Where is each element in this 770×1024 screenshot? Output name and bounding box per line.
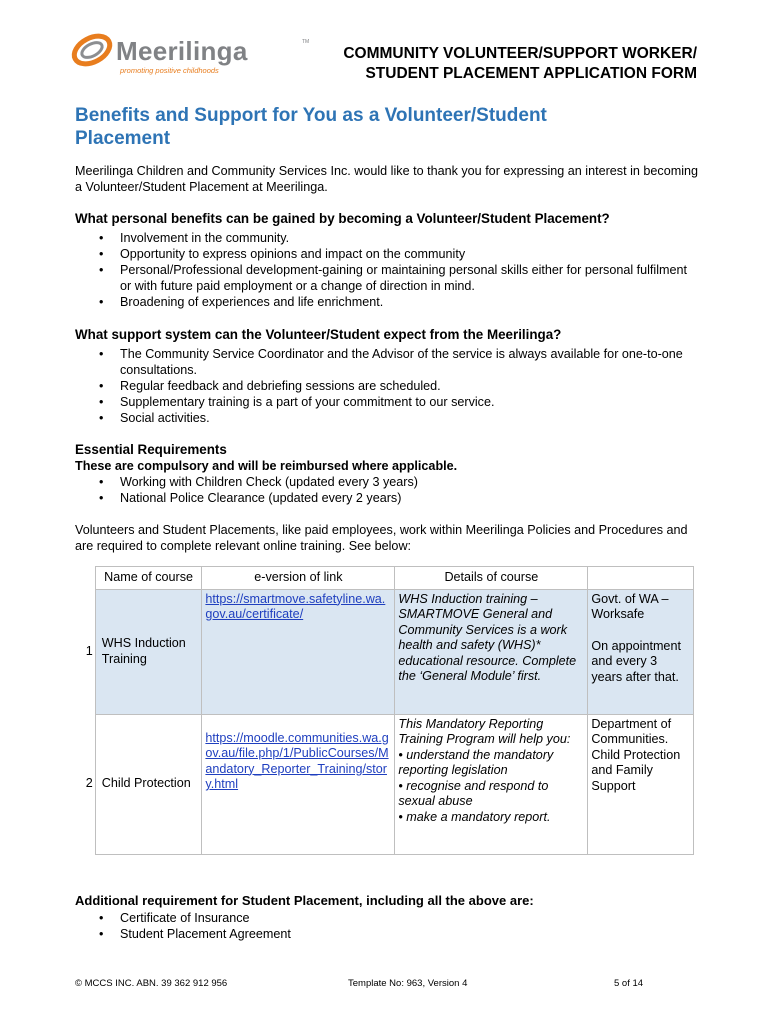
course-name: Child Protection (95, 714, 202, 854)
row-number: 2 (75, 714, 95, 854)
list-item: • Involvement in the community. (75, 230, 695, 246)
list-item: • National Police Clearance (updated every 2 years) (75, 490, 695, 506)
provider-frequency: On appointment and every 3 years after that. (591, 638, 681, 684)
list-item: • Student Placement Agreement (75, 926, 695, 942)
list-item: • Supplementary training is a part of your commitment to our service. (75, 394, 695, 410)
section-title (75, 104, 695, 150)
logo-trademark: TM (302, 39, 310, 45)
course-provider: Department of Communities. Child Protection and Family Support (588, 714, 694, 854)
table-row (75, 714, 694, 854)
logo-name: Meerilinga (116, 36, 248, 66)
section-title-line-2: Placement (75, 128, 171, 149)
logo-tagline: promoting positive childhoods (120, 66, 219, 75)
course-link[interactable]: https://smartmove.safetyline.wa.gov.au/certificate/ (205, 591, 386, 621)
form-title (237, 44, 697, 84)
list-item: • Broadening of experiences and life enrichment. (75, 294, 695, 310)
support-question: What support system can the Volunteer/Student expect from the Meerilinga? (75, 327, 562, 342)
footer-template-number: Template No: 963, Version 4 (348, 978, 468, 989)
details-point: • make a mandatory report. (398, 809, 551, 824)
table-header-cell (75, 567, 95, 590)
form-title-line-2: STUDENT PLACEMENT APPLICATION FORM (365, 65, 697, 82)
course-link-cell (202, 714, 395, 854)
details-intro: This Mandatory Reporting Training Program will help you: (398, 716, 571, 746)
course-link[interactable]: https://moodle.communities.wa.gov.au/file.php/1/PublicCourses/Mandatory_Reporter_Training/story.html (205, 730, 389, 791)
list-item: • Personal/Professional development-gaining or maintaining personal skills either for personal fulfilment or with future paid employment or a change of direction in mind. (75, 262, 695, 294)
support-list (75, 346, 695, 426)
benefits-list (75, 230, 695, 310)
meerilinga-logo (70, 26, 310, 78)
list-item: • Working with Children Check (updated every 3 years) (75, 474, 695, 490)
section-title-line-1: Benefits and Support for You as a Volunteer/Student (75, 105, 547, 126)
table-header-cell: Name of course (95, 567, 202, 590)
footer-page-number: 5 of 14 (614, 978, 644, 989)
course-provider (588, 589, 694, 714)
requirements-subtitle: These are compulsory and will be reimbursed where applicable. (75, 459, 458, 473)
table-header-cell: e-version of link (202, 567, 395, 590)
details-point: • recognise and respond to sexual abuse (398, 778, 549, 808)
additional-requirement-title: Additional requirement for Student Placement, including all the above are: (75, 893, 534, 908)
training-courses-table (75, 566, 694, 855)
table-header-row (75, 567, 694, 590)
provider-name: Govt. of WA – Worksafe (591, 591, 669, 621)
course-name: WHS Induction Training (95, 589, 202, 714)
footer-copyright: © MCCS INC. ABN. 39 362 912 956 (75, 978, 228, 989)
row-number: 1 (75, 589, 95, 714)
benefits-question: What personal benefits can be gained by becoming a Volunteer/Student Placement? (75, 211, 610, 226)
requirements-title: Essential Requirements (75, 442, 227, 457)
additional-requirement-list (75, 910, 695, 942)
table-header-cell: Details of course (395, 567, 588, 590)
list-item: • The Community Service Coordinator and the Advisor of the service is always available for one-to-one consultations. (75, 346, 695, 378)
intro-paragraph: Meerilinga Children and Community Services Inc. would like to thank you for expressing an interest in becoming a Volunteer/Student Placement at Meerilinga. (75, 164, 698, 194)
list-item: • Regular feedback and debriefing sessions are scheduled. (75, 378, 695, 394)
requirements-list (75, 474, 695, 506)
course-details (395, 714, 588, 854)
logo-swirl-icon (70, 28, 118, 70)
details-point: • understand the mandatory reporting legislation (398, 747, 554, 777)
course-details: WHS Induction training – SMARTMOVE General and Community Services is a work health and safety (WHS)* educational resource. Complete the ‘General Module’ first. (395, 589, 588, 714)
list-item: • Certificate of Insurance (75, 910, 695, 926)
table-row (75, 589, 694, 714)
list-item: • Social activities. (75, 410, 695, 426)
list-item: • Opportunity to express opinions and impact on the community (75, 246, 695, 262)
policy-paragraph: Volunteers and Student Placements, like paid employees, work within Meerilinga Policies and Procedures and are required to complete relevant online training. See below: (75, 523, 688, 553)
course-link-cell (202, 589, 395, 714)
table-header-cell (588, 567, 694, 590)
form-title-line-1: COMMUNITY VOLUNTEER/SUPPORT WORKER/ (343, 45, 697, 62)
